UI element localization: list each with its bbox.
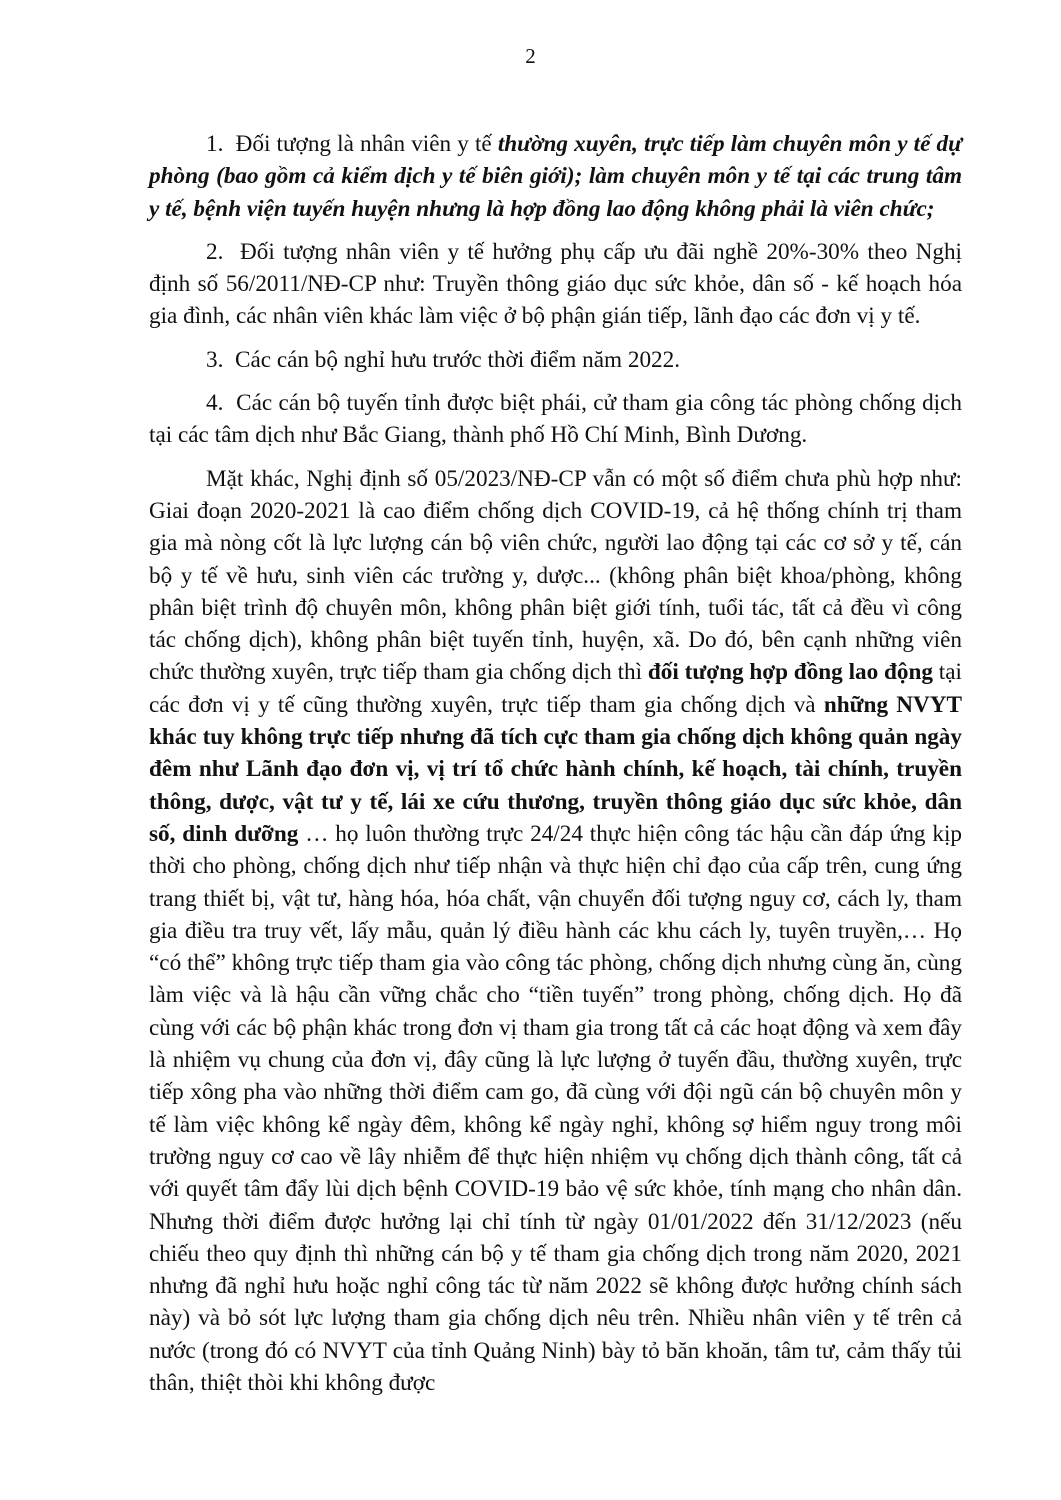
main-paragraph-part-2: tại các đơn vị y tế cũng thường xuyên, trực tiếp tham gia chống dịch và bbox=[149, 659, 962, 718]
main-paragraph-bold-1: đối tượng hợp đồng lao động bbox=[647, 659, 933, 686]
list-item-1-emphasis: thường xuyên, trực tiếp làm chuyên môn y tế dự phòng (bao gồm cả kiểm dịch y tế biên giới); làm chuyên môn y tế tại các trung tâm y tế, bệnh viện tuyến huyện nhưng là hợp đồng lao động không phải là viên chức; bbox=[149, 131, 962, 222]
list-item-4: 4. Các cán bộ tuyến tỉnh được biệt phái, cử tham gia công tác phòng chống dịch tại các tâm dịch như Bắc Giang, thành phố Hồ Chí Minh, Bình Dương. bbox=[149, 390, 962, 449]
document-body bbox=[149, 128, 962, 1410]
main-paragraph bbox=[149, 463, 962, 1400]
list-item-1 bbox=[149, 128, 962, 225]
main-paragraph-part-1: Mặt khác, Nghị định số 05/2023/NĐ-CP vẫn có một số điểm chưa phù hợp như: Giai đoạn 2020-2021 là cao điểm chống dịch COVID-19, cả hệ thống chính trị tham gia mà nòng cốt là lực lượng cán bộ viên chức, người lao động tại các cơ sở y tế, cán bộ y tế về hưu, sinh viên các trường y, dược... (không phân biệt khoa/phòng, không phân biệt trình độ chuyên môn, không phân biệt giới tính, tuổi tác, tất cả đều vì công tác chống dịch), không phân biệt tuyến tỉnh, huyện, xã. Do đó, bên cạnh những viên chức thường xuyên, trực tiếp tham gia chống dịch thì bbox=[149, 465, 962, 686]
main-paragraph-part-3: … họ luôn thường trực 24/24 thực hiện công tác hậu cần đáp ứng kịp thời cho phòng, chống dịch như tiếp nhận và thực hiện chỉ đạo của cấp trên, cung ứng trang thiết bị, vật tư, hàng hóa, hóa chất, vận chuyển đối tượng nguy cơ, cách ly, tham gia điều tra truy vết, lấy mẫu, quản lý điều hành các khu cách ly, tuyên truyền,… Họ “có thể” không trực tiếp tham gia vào công tác phòng, chống dịch nhưng cùng ăn, cùng làm việc và là hậu cần vững chắc cho “tiền tuyến” trong phòng, chống dịch. Họ đã cùng với các bộ phận khác trong đơn vị tham gia trong tất cả các hoạt động và xem đây là nhiệm vụ chung của đơn vị, đây cũng là lực lượng ở tuyến đầu, thường xuyên, trực tiếp xông pha vào những thời điểm cam go, đã cùng với đội ngũ cán bộ chuyên môn y tế làm việc không kể ngày đêm, không kể ngày nghỉ, không sợ hiểm nguy trong môi trường nguy cơ cao về lây nhiễm để thực hiện nhiệm vụ chống dịch thành công, tất cả với quyết tâm đẩy lùi dịch bệnh COVID-19 bảo vệ sức khỏe, tính mạng cho nhân dân. Nhưng thời điểm được hưởng lại chỉ tính từ ngày 01/01/2022 đến 31/12/2023 (nếu chiếu theo quy định thì những cán bộ y tế tham gia chống dịch trong năm 2020, 2021 nhưng đã nghỉ hưu hoặc nghỉ công tác từ năm 2022 sẽ không được hưởng chính sách này) và bỏ sót lực lượng tham gia chống dịch nêu trên. Nhiều nhân viên y tế trên cả nước (trong đó có NVYT của tỉnh Quảng Ninh) bày tỏ băn khoăn, tâm tư, cảm thấy tủi thân, thiệt thòi khi không được bbox=[149, 820, 962, 1396]
list-item-1-lead: 1. Đối tượng là nhân viên y tế bbox=[206, 131, 498, 157]
main-paragraph-bold-2: những NVYT khác tuy không trực tiếp nhưng đã tích cực tham gia chống dịch không quản ngày đêm như Lãnh đạo đơn vị, vị trí tổ chức hành chính, kế hoạch, tài chính, truyền thông, dược, vật tư y tế, lái xe cứu thương, truyền thông giáo dục sức khỏe, dân số, dinh dưỡng bbox=[149, 691, 962, 847]
list-item-2: 2. Đối tượng nhân viên y tế hưởng phụ cấp ưu đãi nghề 20%-30% theo Nghị định số 56/2011/NĐ-CP như: Truyền thông giáo dục sức khỏe, dân số - kế hoạch hóa gia đình, các nhân viên khác làm việc ở bộ phận gián tiếp, lãnh đạo các đơn vị y tế. bbox=[149, 238, 962, 330]
page-number: 2 bbox=[525, 44, 536, 68]
list-item-3: 3. Các cán bộ nghỉ hưu trước thời điểm năm 2022. bbox=[206, 346, 681, 373]
